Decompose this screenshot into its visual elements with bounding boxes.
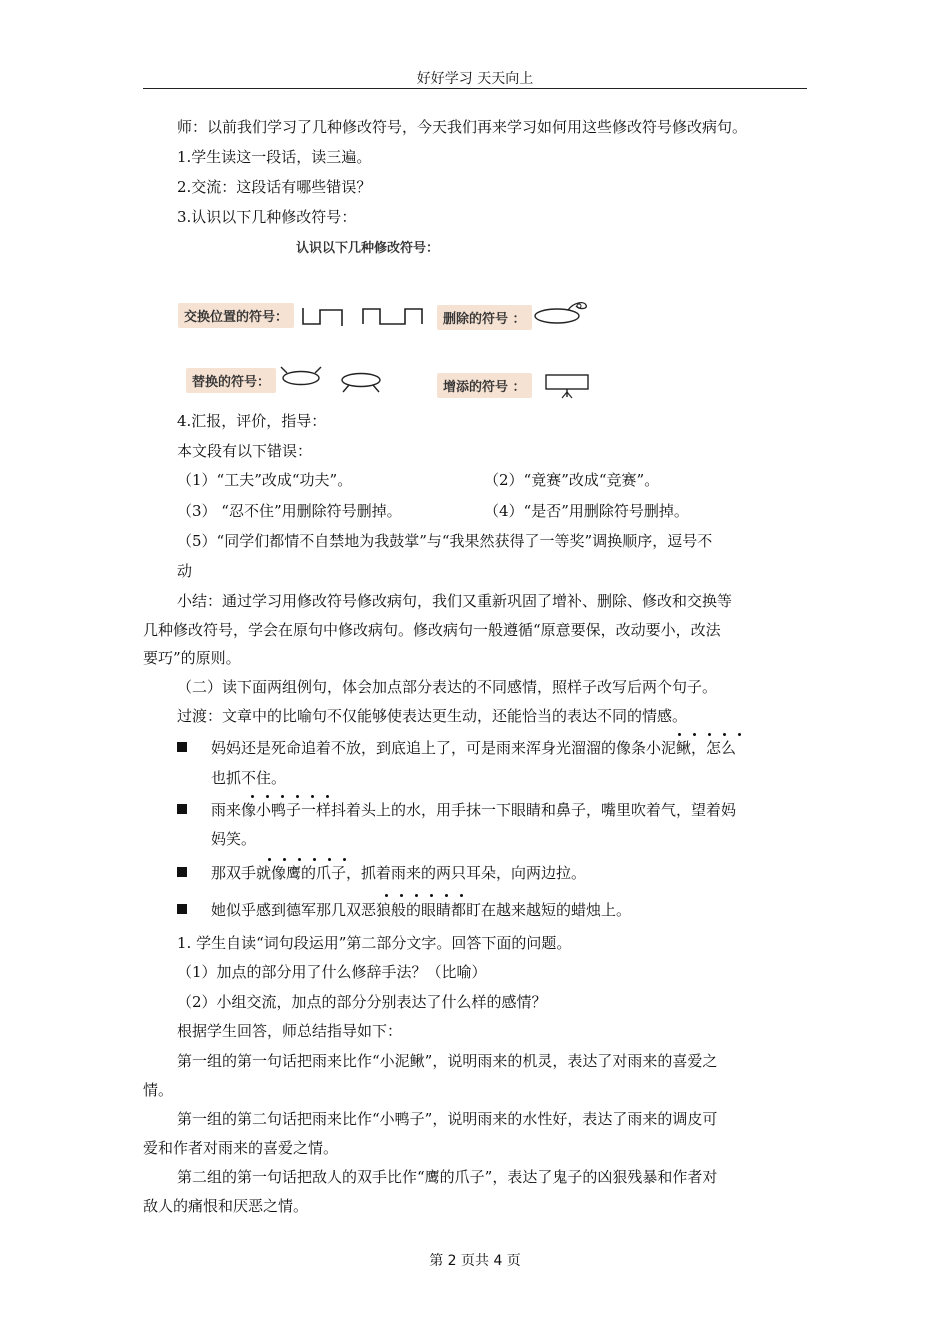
text-line: 3.认识以下几种修改符号： [177, 208, 357, 226]
text-line: 妈妈还是死命追着不放，到底追上了，可是雨来浑身光溜溜的像条小泥鳅，怎么 [211, 739, 737, 757]
text-line: （二）读下面两组例句，体会加点部分表达的不同感情，照样子改写后两个句子。 [177, 678, 718, 696]
emphasis-dot [328, 858, 331, 861]
text-line: （5）“同学们都情不自禁地为我鼓掌”与“我果然获得了一等奖”调换顺序，逗号不 [177, 532, 713, 550]
emphasis-dot [385, 894, 388, 897]
emphasis-dot [738, 733, 741, 736]
text-line: （2）小组交流，加点的部分分别表达了什么样的感情？ [177, 993, 547, 1011]
swap-symbol-icon [300, 304, 430, 328]
emphasis-dot [296, 795, 299, 798]
text-line: （4）“是否”用删除符号删掉。 [484, 502, 689, 520]
text-line: 几种修改符号，学会在原句中修改病句。修改病句一般遵循“原意要保，改动要小，改法 [143, 621, 721, 639]
text-line: 过渡：文章中的比喻句不仅能够使表达更生动，还能恰当的表达不同的情感。 [177, 707, 688, 725]
delete-symbol-icon [530, 298, 592, 330]
emphasis-dot [313, 858, 316, 861]
emphasis-dot [251, 795, 254, 798]
emphasis-dot [415, 894, 418, 897]
emphasis-dot [678, 733, 681, 736]
emphasis-dot [326, 795, 329, 798]
text-line: （1）加点的部分用了什么修辞手法？（比喻） [177, 963, 487, 981]
emphasis-dot [460, 894, 463, 897]
bullet-square [177, 867, 187, 877]
text-line: 第二组的第一句话把敌人的双手比作“鹰的爪子”，表达了鬼子的凶狠残暴和作者对 [177, 1168, 718, 1186]
emphasis-dot [281, 795, 284, 798]
text-line: 师：以前我们学习了几种修改符号，今天我们再来学习如何用这些修改符号修改病句。 [177, 118, 748, 136]
text-line: 1.学生读这一段话，读三遍。 [177, 148, 372, 166]
text-line: 1. 学生自读“词句段运用”第二部分文字。回答下面的问题。 [177, 934, 572, 952]
page-header: 好好学习 天天向上 [416, 71, 534, 87]
replace-symbol-label: 替换的符号： [186, 368, 276, 393]
text-line: （1）“工夫”改成“功夫”。 [177, 471, 353, 489]
emphasis-dot [268, 858, 271, 861]
emphasis-dot [298, 858, 301, 861]
emphasis-dot [445, 894, 448, 897]
insert-symbol-icon [542, 370, 594, 400]
insert-symbol-label: 增添的符号 ： [437, 373, 532, 398]
text-line: 也抓不住。 [211, 769, 287, 787]
text-line: 动 [177, 562, 193, 580]
text-line: 妈笑。 [211, 830, 257, 848]
text-line: 第一组的第一句话把雨来比作“小泥鳅”，说明雨来的机灵，表达了对雨来的喜爱之 [177, 1052, 718, 1070]
text-line: （2）“竟赛”改成“竞赛”。 [484, 471, 660, 489]
page-footer: 第 2 页共 4 页 [429, 1253, 521, 1269]
text-line: 小结：通过学习用修改符号修改病句，我们又重新巩固了增补、删除、修改和交换等 [177, 592, 733, 610]
text-line: 那双手就像鹰的爪子，抓着雨来的两只耳朵，向两边拉。 [211, 864, 587, 882]
header-rule [143, 88, 807, 89]
text-line: 本文段有以下错误： [177, 442, 313, 460]
figure-title: 认识以下几种修改符号： [296, 241, 440, 256]
text-line: 根据学生回答，师总结指导如下： [177, 1022, 403, 1040]
bullet-square [177, 904, 187, 914]
replace-symbol-icon [277, 364, 387, 398]
emphasis-dot [693, 733, 696, 736]
emphasis-dot [708, 733, 711, 736]
swap-symbol-label: 交换位置的符号： [178, 303, 294, 328]
emphasis-dot [430, 894, 433, 897]
emphasis-dot [266, 795, 269, 798]
emphasis-dot [400, 894, 403, 897]
text-line: 要巧”的原则。 [143, 649, 241, 667]
bullet-square [177, 742, 187, 752]
delete-symbol-label: 删除的符号 ： [437, 305, 532, 330]
text-line: 爱和作者对雨来的喜爱之情。 [143, 1139, 339, 1157]
emphasis-dot [311, 795, 314, 798]
emphasis-dot [723, 733, 726, 736]
text-line: 4.汇报，评价，指导： [177, 412, 327, 430]
text-line: （3） “忍不住”用删除符号删掉。 [177, 502, 402, 520]
text-line: 2.交流：这段话有哪些错误？ [177, 178, 372, 196]
text-line: 雨来像小鸭子一样抖着头上的水，用手抹一下眼睛和鼻子，嘴里吹着气，望着妈 [211, 801, 737, 819]
bullet-square [177, 804, 187, 814]
emphasis-dot [283, 858, 286, 861]
text-line: 敌人的痛恨和厌恶之情。 [143, 1197, 309, 1215]
emphasis-dot [343, 858, 346, 861]
text-line: 第一组的第二句话把雨来比作“小鸭子”，说明雨来的水性好，表达了雨来的调皮可 [177, 1110, 718, 1128]
text-line: 她似乎感到德军那几双恶狼般的眼睛都盯在越来越短的蜡烛上。 [211, 901, 632, 919]
text-line: 情。 [143, 1081, 174, 1099]
